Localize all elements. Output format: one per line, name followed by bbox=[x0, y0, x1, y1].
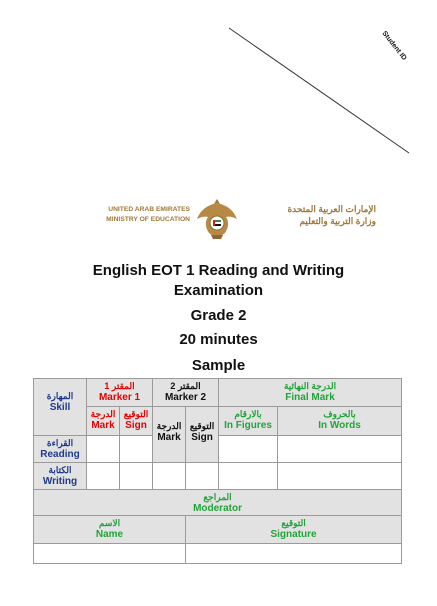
marker2-header bbox=[153, 379, 219, 407]
moderator-en: Moderator bbox=[193, 503, 242, 514]
duration-label: 20 minutes bbox=[179, 331, 258, 348]
marker1-mark-en: Mark bbox=[91, 420, 115, 431]
marker1-sign-en: Sign bbox=[125, 420, 147, 431]
reading-final-words-cell[interactable] bbox=[278, 436, 402, 463]
marker2-sign-ar: التوقيع bbox=[189, 421, 215, 431]
moderator-ar: المراجع bbox=[203, 492, 232, 502]
marker2-en: Marker 2 bbox=[164, 392, 207, 403]
grade-label: Grade 2 bbox=[190, 307, 247, 324]
writing-marker1-sign-cell[interactable] bbox=[120, 463, 153, 490]
marker1-sign-header bbox=[120, 407, 153, 436]
ministry-ar-line2: وزارة التربية والتعليم bbox=[299, 216, 376, 226]
signature-en: Signature bbox=[270, 529, 317, 540]
marker1-header bbox=[87, 379, 153, 407]
skill-header bbox=[34, 379, 87, 436]
ministry-en-line2: MINISTRY OF EDUCATION bbox=[106, 216, 190, 223]
reading-ar: القراءة bbox=[46, 438, 74, 448]
skill-ar: المهارة bbox=[46, 391, 74, 401]
final-mark-header bbox=[219, 379, 402, 407]
ministry-ar-line1: الإمارات العربية المتحدة bbox=[287, 204, 376, 214]
marker1-en: Marker 1 bbox=[98, 392, 141, 403]
skill-en: Skill bbox=[49, 402, 71, 413]
uae-falcon-emblem-icon bbox=[193, 195, 241, 243]
student-id-label: Student ID bbox=[380, 30, 408, 62]
marker2-sign-header bbox=[186, 407, 219, 463]
writing-row-label bbox=[34, 463, 87, 490]
ministry-name-english bbox=[77, 205, 190, 225]
final-mark-en: Final Mark bbox=[285, 392, 335, 403]
exam-title-line2: Examination bbox=[173, 282, 264, 299]
in-words-ar: بالحروف bbox=[323, 409, 356, 419]
writing-marker1-mark-cell[interactable] bbox=[87, 463, 120, 490]
exam-title-line1: English EOT 1 Reading and Writing bbox=[92, 262, 345, 279]
writing-marker2-sign-cell[interactable] bbox=[186, 463, 219, 490]
writing-en: Writing bbox=[42, 476, 78, 487]
marker1-mark-header bbox=[87, 407, 120, 436]
moderator-signature-cell[interactable] bbox=[186, 544, 402, 564]
writing-final-words-cell[interactable] bbox=[278, 463, 402, 490]
signature-header bbox=[186, 516, 402, 544]
marker2-ar: المقتر 2 bbox=[170, 381, 201, 391]
reading-marker1-sign-cell[interactable] bbox=[120, 436, 153, 463]
name-en: Name bbox=[95, 529, 124, 540]
reading-marker1-mark-cell[interactable] bbox=[87, 436, 120, 463]
in-figures-en: In Figures bbox=[224, 420, 272, 431]
in-words-en: In Words bbox=[318, 420, 361, 431]
marker2-mark-ar: الدرجة bbox=[156, 421, 182, 431]
ministry-name-arabic bbox=[250, 203, 376, 227]
signature-ar: التوقيع bbox=[281, 518, 306, 528]
marker1-sign-ar: التوقيع bbox=[123, 409, 149, 419]
reading-final-figures-cell[interactable] bbox=[219, 436, 278, 463]
moderator-name-cell[interactable] bbox=[34, 544, 186, 564]
in-figures-header bbox=[219, 407, 278, 436]
writing-final-figures-cell[interactable] bbox=[219, 463, 278, 490]
marks-table bbox=[33, 378, 402, 564]
marker2-sign-en: Sign bbox=[191, 432, 213, 443]
final-mark-ar: الدرجة النهائية bbox=[283, 381, 337, 391]
marker1-ar: المقتر 1 bbox=[104, 381, 135, 391]
ministry-en-line1: UNITED ARAB EMIRATES bbox=[108, 206, 190, 213]
marker1-mark-ar: الدرجة bbox=[90, 409, 116, 419]
writing-marker2-mark-cell[interactable] bbox=[153, 463, 186, 490]
in-figures-ar: بالارقام bbox=[234, 409, 262, 419]
reading-row-label bbox=[34, 436, 87, 463]
marker2-mark-header bbox=[153, 407, 186, 463]
writing-ar: الكتابة bbox=[48, 465, 72, 475]
reading-en: Reading bbox=[40, 449, 80, 460]
moderator-header bbox=[34, 490, 402, 516]
sample-label: Sample bbox=[191, 357, 246, 374]
name-ar: الاسم bbox=[98, 518, 121, 528]
in-words-header bbox=[278, 407, 402, 436]
marker2-mark-en: Mark bbox=[157, 432, 181, 443]
name-header bbox=[34, 516, 186, 544]
